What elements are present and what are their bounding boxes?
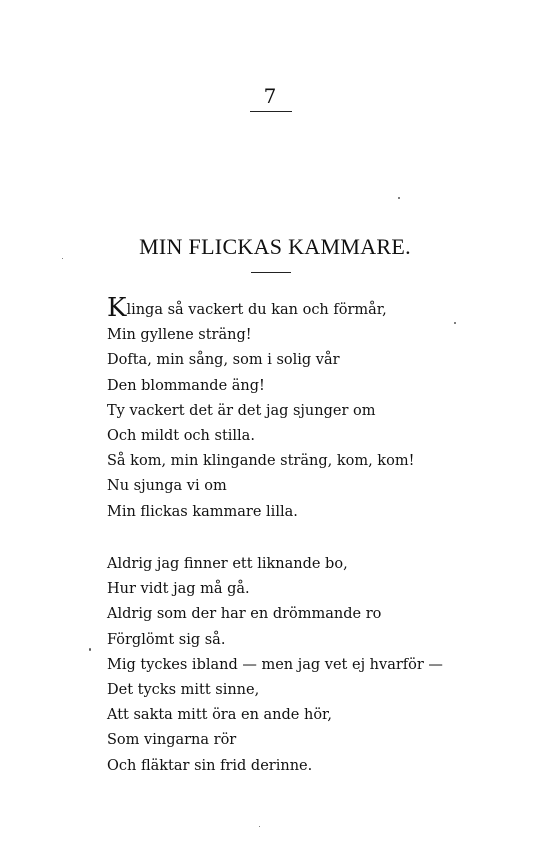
drop-initial: K xyxy=(107,293,127,323)
verse-line-17: Som vingarna rör xyxy=(107,732,237,749)
verse-line-2: Min gyllene sträng! xyxy=(107,327,252,344)
verse-line-7: Så kom, min klingande sträng, kom, kom! xyxy=(107,453,415,470)
paper-speck xyxy=(398,197,400,199)
verse-line-18: Och fläktar sin frid derinne. xyxy=(107,757,313,774)
stanza-1 xyxy=(107,293,467,525)
verse-line-15: Det tycks mitt sinne, xyxy=(107,681,260,698)
paper-speck xyxy=(259,826,260,827)
verse-line-10: Aldrig jag finner ett liknande bo, xyxy=(107,556,348,572)
page-number: 7 xyxy=(263,84,277,108)
verse-line-9: Min flickas kammare lilla. xyxy=(107,503,298,520)
verse-line-4: Den blommande äng! xyxy=(107,377,265,394)
verse-line-3: Dofta, min sång, som i solig vår xyxy=(107,352,340,369)
title-rule xyxy=(251,272,291,273)
verse-line-16: Att sakta mitt öra en ande hör, xyxy=(107,707,332,724)
paper-speck xyxy=(454,322,456,324)
page-number-rule xyxy=(250,111,292,112)
verse-line-12: Aldrig som der har en drömmande ro xyxy=(107,606,382,623)
verse-line-8: Nu sjunga vi om xyxy=(107,478,227,495)
stanza-2 xyxy=(107,552,467,779)
poem-title: MIN FLICKAS KAMMARE. xyxy=(139,234,411,259)
verse-line-1-text: linga så vackert du kan och förmår, xyxy=(126,302,387,318)
paper-speck xyxy=(89,648,91,651)
verse-line-11: Hur vidt jag må gå. xyxy=(107,581,250,598)
verse-line-6: Och mildt och stilla. xyxy=(107,427,255,444)
verse-line-14: Mig tyckes ibland — men jag vet ej hvarför — xyxy=(107,656,443,673)
verse-line-13: Förglömt sig så. xyxy=(107,631,226,648)
verse-line-1 xyxy=(107,293,467,323)
paper-speck xyxy=(62,258,63,259)
verse-line-5: Ty vackert det är det jag sjunger om xyxy=(107,402,376,419)
